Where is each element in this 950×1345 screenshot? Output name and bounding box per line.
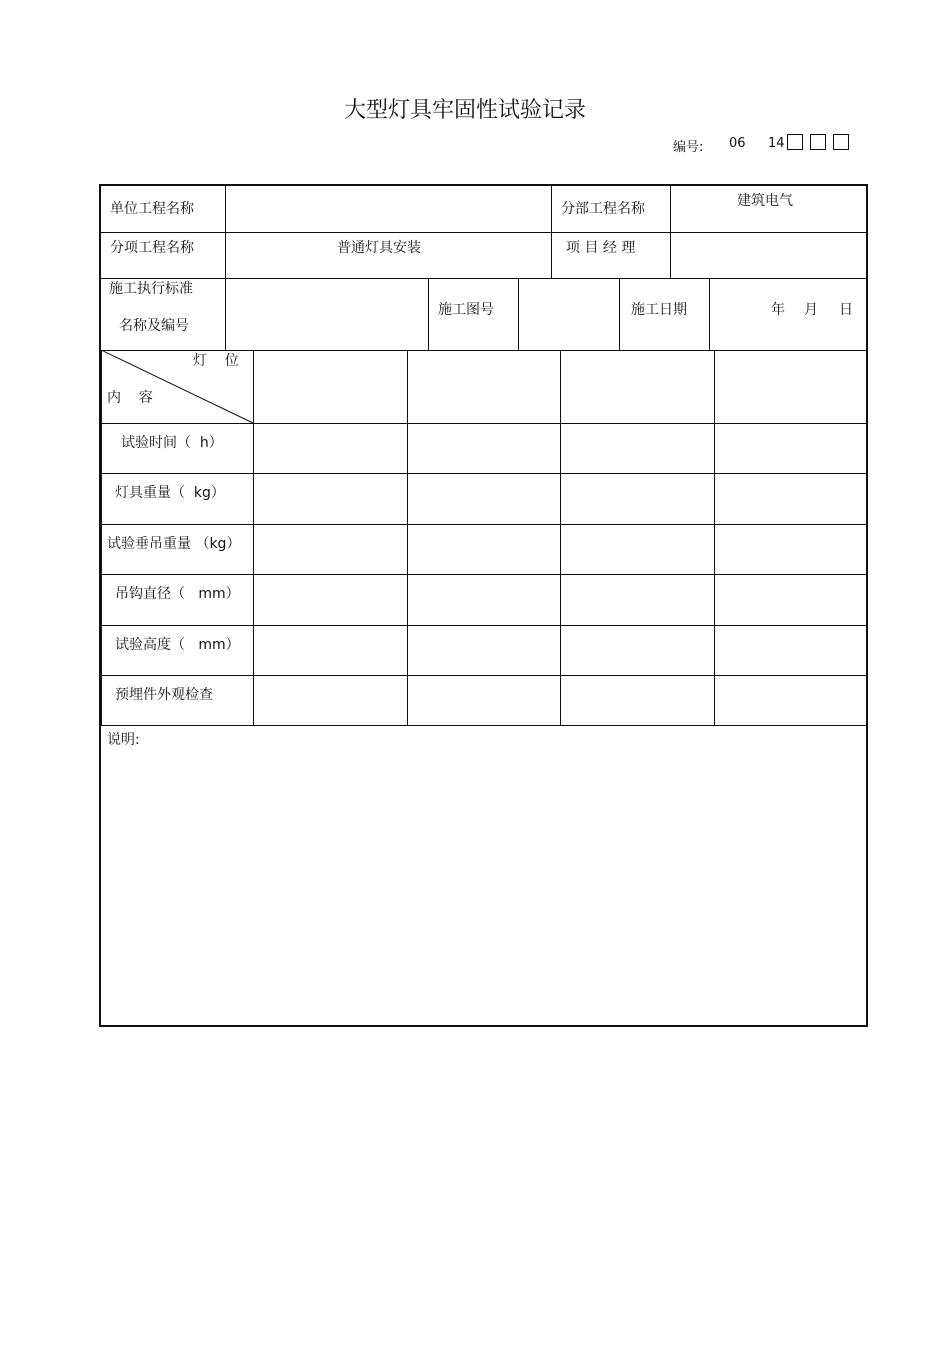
number-box-3[interactable] bbox=[833, 134, 849, 150]
date-year: 年 bbox=[771, 302, 785, 318]
notes-label: 说明: bbox=[107, 732, 140, 748]
row-label-test-time: 试验时间（ h） bbox=[121, 435, 223, 451]
date-label: 施工日期 bbox=[631, 302, 687, 318]
division-value[interactable]: 建筑电气 bbox=[737, 193, 793, 209]
number-box-1[interactable] bbox=[787, 134, 803, 150]
subitem-label: 分项工程名称 bbox=[110, 240, 194, 256]
manager-label: 项 目 经 理 bbox=[566, 240, 636, 256]
col-divider bbox=[714, 350, 715, 725]
number-box-2[interactable] bbox=[810, 134, 826, 150]
page-title: 大型灯具牢固性试验记录 bbox=[343, 98, 586, 123]
col-divider bbox=[225, 278, 226, 350]
row-divider bbox=[101, 232, 866, 233]
row-label-hang-weight: 试验垂吊重量 （kg） bbox=[107, 536, 241, 552]
row-label-embed-check: 预埋件外观检查 bbox=[115, 687, 213, 703]
col-divider bbox=[551, 186, 552, 278]
date-day: 日 bbox=[839, 302, 853, 318]
col-divider bbox=[428, 278, 429, 350]
row-label-lamp-weight: 灯具重量（ kg） bbox=[115, 485, 225, 501]
row-divider bbox=[101, 524, 866, 525]
col-divider bbox=[709, 278, 710, 350]
row-label-hook-diameter: 吊钩直径（ mm） bbox=[115, 586, 240, 602]
col-divider bbox=[619, 278, 620, 350]
row-divider bbox=[101, 574, 866, 575]
record-number-part1: 06 bbox=[729, 136, 746, 151]
unit-project-label: 单位工程名称 bbox=[110, 201, 194, 217]
division-label: 分部工程名称 bbox=[561, 201, 645, 217]
subitem-value[interactable]: 普通灯具安装 bbox=[337, 240, 421, 256]
date-month: 月 bbox=[804, 302, 818, 318]
row-divider bbox=[101, 725, 866, 726]
row-divider bbox=[101, 473, 866, 474]
standard-label-line1: 施工执行标准 bbox=[109, 281, 193, 297]
standard-label-line2: 名称及编号 bbox=[119, 318, 189, 334]
row-divider bbox=[101, 675, 866, 676]
col-divider bbox=[560, 350, 561, 725]
col-divider bbox=[670, 186, 671, 278]
col-divider bbox=[518, 278, 519, 350]
corner-top-label: 灯 位 bbox=[193, 353, 239, 369]
corner-bottom-label: 内 容 bbox=[107, 390, 153, 406]
record-number-part2: 14 bbox=[768, 136, 785, 151]
row-divider bbox=[101, 625, 866, 626]
row-divider bbox=[101, 278, 866, 279]
col-divider bbox=[225, 186, 226, 278]
col-divider bbox=[407, 350, 408, 725]
record-number-label: 编号: bbox=[673, 140, 704, 155]
record-form bbox=[99, 184, 868, 1027]
drawing-label: 施工图号 bbox=[438, 302, 494, 318]
row-label-test-height: 试验高度（ mm） bbox=[115, 637, 240, 653]
